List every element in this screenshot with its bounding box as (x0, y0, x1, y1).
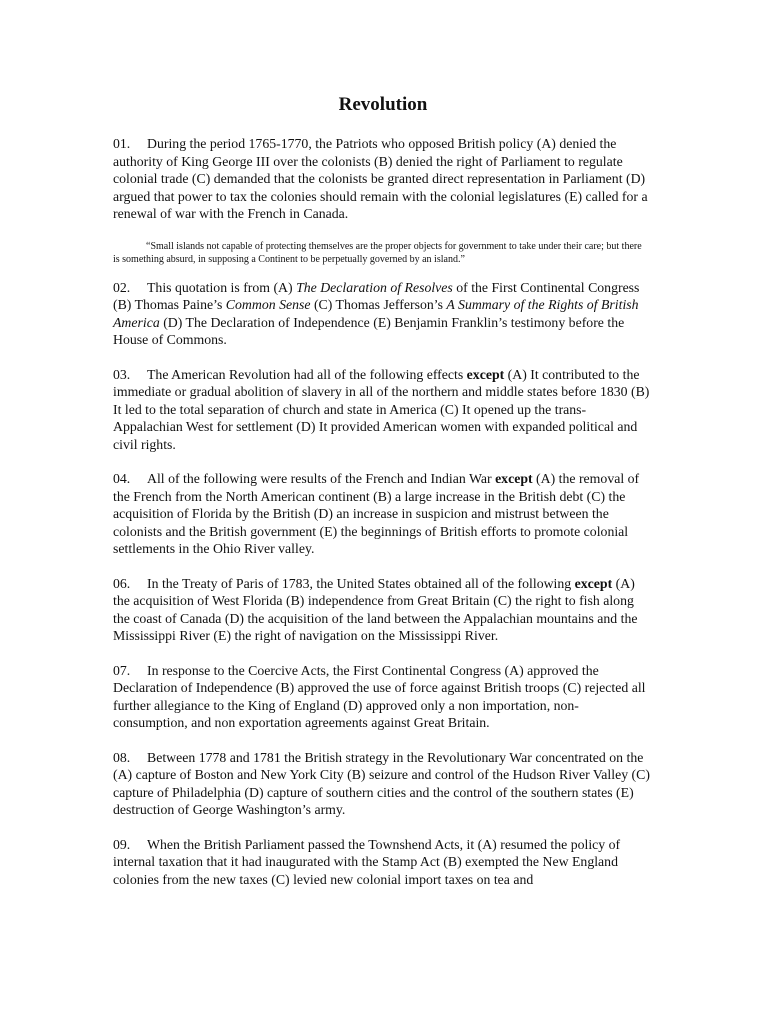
question-text-part: (A) the removal of the French from the North American continent (B) a large increase in the British debt (C) the acquisition of Florida by the British (D) an increase in suspicion and mistrust between the colonists and the British government (E) the beginnings of British efforts to promote colonial settlements in the Ohio River valley. (113, 471, 640, 556)
document-page (113, 94, 653, 905)
question-text-part: of the First Continental Congress (B) Thomas Paine’s (113, 279, 640, 312)
question-number: 02. (113, 279, 131, 295)
question-text: In response to the Coercive Acts, the First Continental Congress (A) approved the Declaration of Independence (B) approved the use of force against British troops (C) rejected all further allegiance to the King of England (D) approved only a non importation, non-consumption, and non exportation agreements against Great Britain. (113, 662, 646, 730)
question-number: 09. (113, 836, 131, 852)
question-text-part: (D) The Declaration of Independence (E) Benjamin Franklin’s testimony before the House of Commons. (113, 314, 625, 347)
question-text-part: (C) Thomas Jefferson’s (310, 297, 447, 312)
question-number: 04. (113, 471, 131, 486)
question-01 (113, 135, 653, 223)
question-04 (113, 470, 653, 558)
question-text-part: This quotation is from (A) (147, 279, 297, 295)
question-number: 01. (113, 136, 131, 151)
question-text: During the period 1765-1770, the Patriots who opposed British policy (A) denied the authority of King George III over the colonists (B) denied the right of Parliament to regulate colonial trade (C) demanded that the colonists be granted direct representation in Parliament (D) argued that power to tax the colonies should remain with the colonial legislatures (E) called for a renewal of war with the French in Canada. (113, 136, 648, 221)
question-number: 03. (113, 366, 131, 382)
except-keyword: except (574, 575, 613, 591)
italic-title: Common Sense (225, 297, 311, 312)
question-number: 07. (113, 662, 131, 678)
question-text-part: All of the following were results of the French and Indian War (147, 471, 496, 486)
quotation: “Small islands not capable of protecting themselves are the proper objects for government to take under their care; but there is something absurd, in supposing a Continent to be perpetually governed by an island.” (113, 240, 642, 265)
question-text-part: (A) It contributed to the immediate or gradual abolition of slavery in all of the northern and middle states before 1830 (B) It led to the total separation of church and state in America (C) It opened up the trans-Appalachian West for settlement (D) It provided American women with expanded political and civil rights. (113, 366, 650, 452)
except-keyword: except (466, 366, 505, 382)
question-text-part: (A) the acquisition of West Florida (B) independence from Great Britain (C) the right to fish along the coast of Canada (D) the acquisition of the land between the Appalachian mountains and the Mississippi River (E) the right of navigation on the Mississippi River. (113, 575, 638, 643)
question-08 (113, 749, 653, 819)
question-text: Between 1778 and 1781 the British strategy in the Revolutionary War concentrated on the (A) capture of Boston and New York City (B) seizure and control of the Hudson River Valley (C) capture of Philadelphia (D) capture of southern cities and the control of the southern states (E) destruction of George Washington’s army. (113, 749, 650, 817)
question-02 (113, 279, 653, 349)
question-number: 06. (113, 575, 131, 591)
question-text-part: In the Treaty of Paris of 1783, the United States obtained all of the following (147, 575, 575, 591)
question-07 (113, 662, 653, 732)
question-06 (113, 575, 653, 645)
page-title: Revolution (338, 94, 428, 115)
italic-title: A Summary of the Rights of British America (113, 297, 639, 330)
question-09 (113, 836, 653, 889)
question-text-part: The American Revolution had all of the following effects (147, 366, 467, 382)
question-text: When the British Parliament passed the Townshend Acts, it (A) resumed the policy of internal taxation that it had inaugurated with the Stamp Act (B) exempted the New England colonies from the new taxes (C) levied new colonial import taxes on tea and (113, 836, 621, 887)
italic-title: The Declaration of Resolves (296, 279, 453, 295)
question-03 (113, 366, 653, 454)
except-keyword: except (495, 471, 533, 486)
question-number: 08. (113, 749, 131, 765)
